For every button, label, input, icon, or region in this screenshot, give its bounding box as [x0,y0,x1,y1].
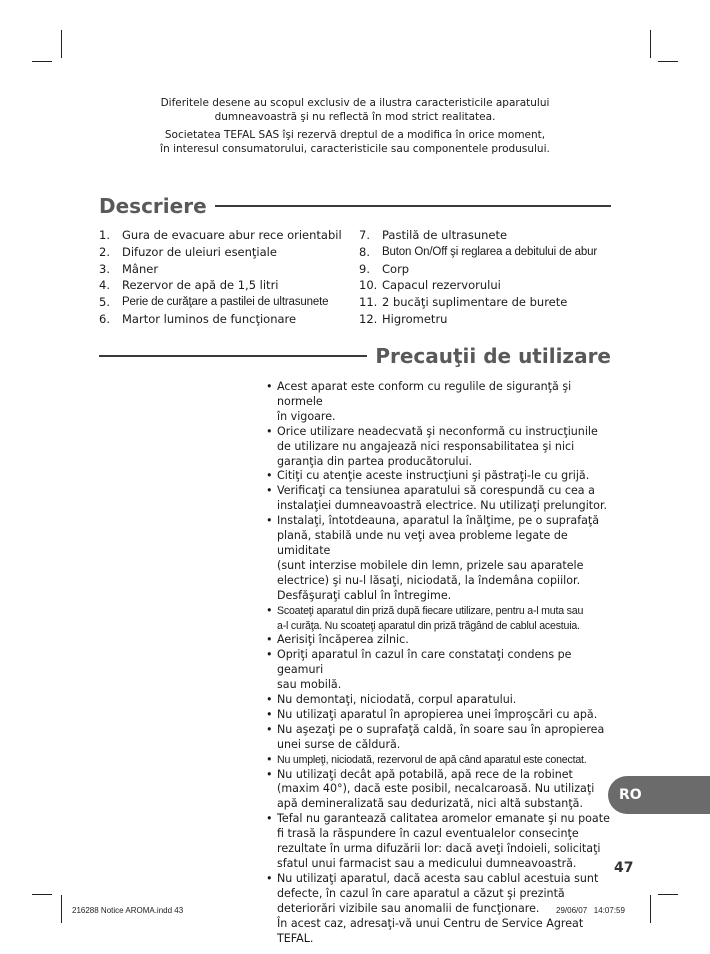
disclaimer-paragraph [130,96,580,124]
precaution-text: Orice utilizare neadecvată şi neconformă cu instrucţiunile de utilizare nu angajează nici responsabilitatea şi nici garanţia din partea producătorului. [277,424,598,468]
language-tab [608,776,710,814]
item-number: 1. [99,228,110,242]
precaution-text: Nu demontaţi, niciodată, corpul aparatului. [277,693,517,707]
item-label: 2 bucăţi suplimentare de burete [382,295,568,310]
crop-mark [32,61,52,62]
list-item [266,768,616,813]
bullet-icon: • [266,707,273,721]
page-number: 47 [614,860,634,876]
precaution-text: Nu utilizaţi decât apă potabilă, apă rece de la robinet (maxim 40°), dacă este posibil, necalcaroasă. Nu utilizaţi apă demineralizată sau dedurizată, nici altă substanţă. [277,767,595,811]
bullet-icon: • [266,722,273,736]
list-item [359,277,597,294]
bullet-icon: • [266,380,273,393]
precautions-heading [99,344,611,368]
item-label: Difuzor de uleiuri esenţiale [122,244,277,259]
list-item [266,648,616,693]
precautions-list [266,380,616,946]
item-label: Corp [382,261,410,276]
list-item [266,469,616,484]
precaution-text: Nu utilizaţi aparatul în apropierea unei împroşcări cu apă. [277,707,598,721]
list-item [266,484,616,514]
list-item [266,633,616,648]
list-item [266,693,616,708]
disclaimer-line: dumneavoastră şi nu reflectă în mod strict realitatea. [214,111,496,123]
crop-mark [650,895,651,923]
bullet-icon: • [266,812,273,826]
item-number: 4. [99,278,110,293]
footer-file-info: 216288 Notice AROMA.indd 43 [72,906,184,915]
precaution-text: Nu aşezaţi pe o suprafaţă caldă, în soare sau în apropierea unei surse de căldură. [277,722,605,751]
item-label: Pastilă de ultrasunete [382,228,508,242]
item-number: 6. [99,311,110,326]
list-item [266,514,616,603]
list-item [359,294,597,311]
list-item [99,311,342,328]
crop-mark [658,894,678,895]
precaution-text: Nu umpleţi, niciodată, rezervorul de apă când aparatul este conectat. [277,753,587,766]
disclaimer-line: Diferitele desene au scopul exclusiv de a ilustra caracteristicile aparatului [160,97,550,109]
bullet-icon: • [266,871,273,885]
item-number: 7. [359,228,370,242]
item-number: 11. [359,295,378,310]
bullet-icon: • [266,752,273,766]
item-label: Martor luminos de funcţionare [122,311,297,326]
footer-timestamp: 29/06/07 14:07:59 [556,906,625,915]
crop-mark [61,895,62,923]
precaution-text: Verificaţi ca tensiunea aparatului să corespundă cu cea a instalaţiei dumneavoastră electrice. Nu utilizaţi prelungitor. [277,484,608,513]
bullet-icon: • [266,767,273,781]
crop-mark [650,30,651,58]
list-item [266,425,616,470]
item-number: 10. [359,278,378,293]
list-item [266,380,616,425]
item-number: 3. [99,261,110,276]
heading-rule [99,355,367,357]
crop-mark [32,894,52,895]
disclaimer-line: Societatea TEFAL SAS îşi rezervă dreptul de a modifica în orice moment, [164,129,546,141]
description-list-left [99,227,342,328]
precaution-text: Nu utilizaţi aparatul, dacă acesta sau cablul acestuia sunt defecte, în cazul în care aparatul a căzut şi prezintă deteriorări vizibile sau anomalii de funcţionare. În acest caz, adresaţi-vă unui Centru de Service Agreat TEFAL. [277,871,599,945]
item-label: Gura de evacuare abur rece orientabil [122,228,342,242]
bullet-icon: • [266,633,273,647]
list-item [266,723,616,753]
item-number: 8. [359,244,370,259]
item-label: Capacul rezervorului [382,278,501,293]
description-title: Descriere [99,194,207,218]
item-label: Higrometru [382,311,448,326]
precaution-text: Aerisiţi încăperea zilnic. [277,633,409,647]
item-label: Mâner [122,261,159,276]
bullet-icon: • [266,603,273,617]
precaution-text: Acest aparat este conform cu regulile de siguranţă şi normele în vigoare. [277,380,572,423]
disclaimer-line: în interesul consumatorului, caracteristicile sau componentele produsului. [160,143,550,155]
list-item [266,604,616,634]
list-item [99,227,342,244]
disclaimer [130,96,580,160]
language-label: RO [619,787,642,803]
list-item [99,261,342,278]
list-item [359,227,597,244]
description-list-right [359,227,597,328]
bullet-icon: • [266,693,273,707]
item-number: 12. [359,311,378,326]
list-item [359,244,597,261]
bullet-icon: • [266,424,273,438]
list-item [99,244,342,261]
list-item [359,311,597,328]
disclaimer-paragraph [130,128,580,156]
crop-mark [658,61,678,62]
list-item [266,753,616,768]
item-number: 2. [99,244,110,259]
bullet-icon: • [266,484,273,498]
heading-rule [215,205,611,207]
list-item [266,708,616,723]
precautions-title: Precauţii de utilizare [375,344,611,368]
precaution-text: Instalaţi, întotdeauna, aparatul la înălţime, pe o suprafaţă plană, stabilă unde nu veţi avea probleme legate de umiditate (sunt interzise mobilele din lemn, prizele sau aparatele electrice) şi nu-l lăsaţi, niciodată, la îndemâna copiilor. Desfăşuraţi cablul în întregime. [277,514,600,602]
bullet-icon: • [266,648,273,662]
item-number: 9. [359,261,370,276]
precaution-text: Scoateţi aparatul din priză după fiecare utilizare, pentru a-l muta sau a-l curăţa. Nu scoateţi aparatul din priză trăgând de cablul acestuia. [277,604,584,632]
list-item [266,812,616,872]
bullet-icon: • [266,469,273,483]
item-label: Perie de curăţare a pastilei de ultrasunete [122,296,329,309]
list-item [99,277,342,294]
item-number: 5. [99,295,110,310]
precaution-text: Tefal nu garantează calitatea aromelor emanate şi nu poate fi trasă la răspundere în cazul eventualelor consecinţe rezultate în urma difuzării lor: dacă aveţi îndoieli, solicitaţi sfatul unui farmacist sau a medicului dumneavoastră. [277,812,610,870]
item-label: Rezervor de apă de 1,5 litri [122,278,279,293]
item-label: Buton On/Off şi reglarea a debitului de abur [382,245,598,258]
list-item [99,294,342,311]
bullet-icon: • [266,514,273,528]
description-heading [99,194,611,218]
precaution-text: Opriţi aparatul în cazul în care constataţi condens pe geamuri sau mobilă. [277,648,572,692]
list-item [359,261,597,278]
crop-mark [61,30,62,58]
precaution-text: Citiţi cu atenţie aceste instrucţiuni şi păstraţi-le cu grijă. [277,469,590,483]
